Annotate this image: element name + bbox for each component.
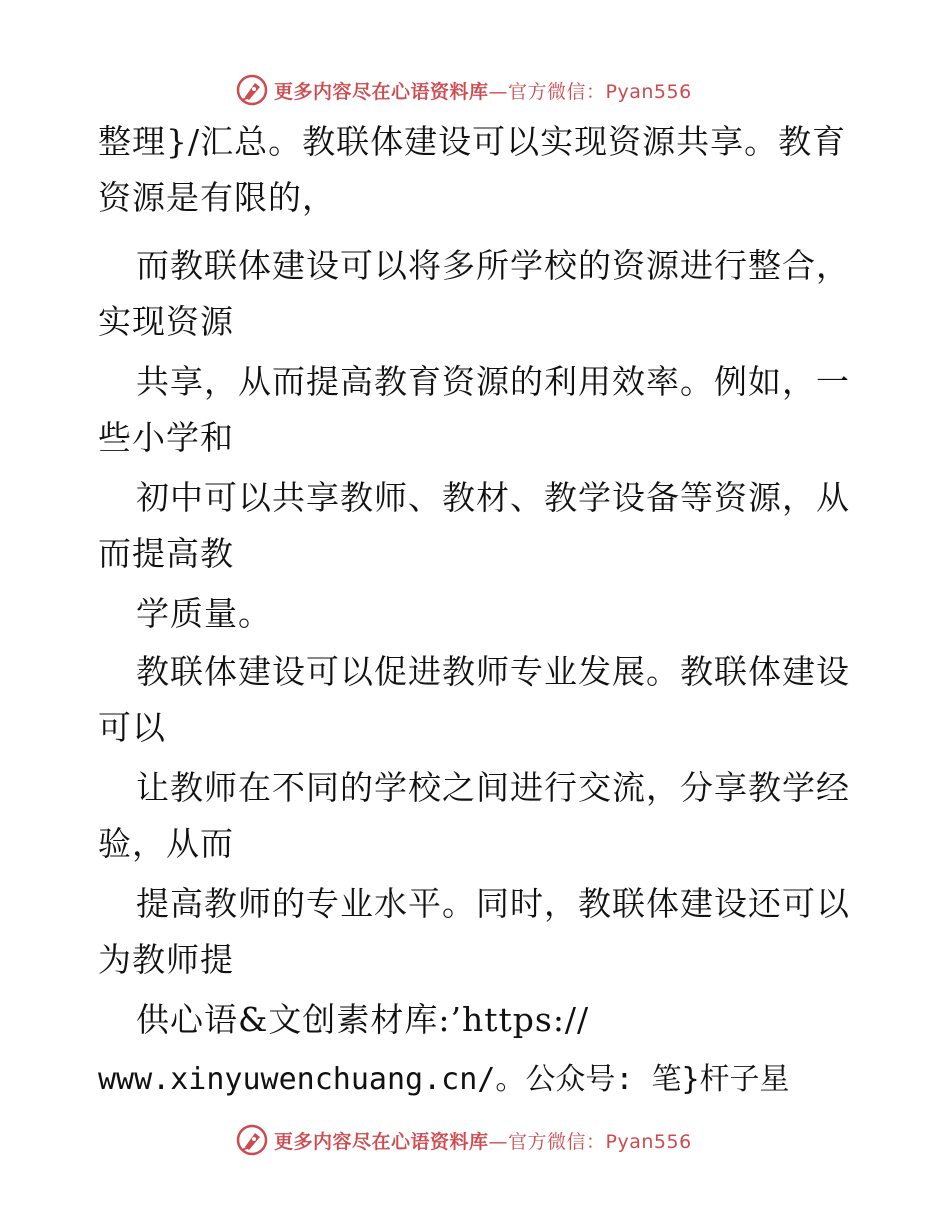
pen-nib-logo-icon	[236, 74, 268, 106]
text-line: 资源是有限的，	[98, 178, 336, 217]
text-line: 教联体建设可以促进教师专业发展。教联体建设	[136, 652, 850, 691]
text-line: 而教联体建设可以将多所学校的资源进行整合，	[136, 246, 850, 285]
watermark-brand: 更多内容尽在心语资料库	[274, 80, 489, 103]
text-line: 初中可以共享教师、教材、教学设备等资源，从	[136, 478, 850, 517]
text-line: 些小学和	[98, 418, 234, 457]
text-line: 提高教师的专业水平。同时，教联体建设还可以	[136, 884, 850, 923]
pen-nib-logo-icon	[236, 1124, 268, 1156]
watermark-dash: —	[488, 80, 509, 103]
footer-watermark	[236, 1123, 692, 1157]
text-line: 而提高教	[98, 534, 234, 573]
text-line: 让教师在不同的学校之间进行交流，分享教学经	[136, 768, 850, 807]
text-line: 学质量。	[136, 594, 272, 633]
watermark-contact: 官方微信：Pyan556	[508, 1130, 692, 1153]
text-line: 验，从而	[98, 824, 234, 863]
header-watermark	[236, 73, 692, 107]
text-line: 共享，从而提高教育资源的利用效率。例如，一	[136, 362, 850, 401]
text-line: 供心语&文创素材库:’https://	[136, 1000, 590, 1039]
text-line: 可以	[98, 708, 166, 747]
text-line: www.xinyuwenchuang.cn/。公众号: 笔}杆子星	[98, 1062, 790, 1097]
text-line: 为教师提	[98, 940, 234, 979]
text-line: 实现资源	[98, 302, 234, 341]
text-line: 整理}/汇总。教联体建设可以实现资源共享。教育	[98, 122, 847, 161]
watermark-dash: —	[488, 1130, 509, 1153]
watermark-text	[274, 1127, 692, 1154]
watermark-contact: 官方微信：Pyan556	[508, 80, 692, 103]
watermark-brand: 更多内容尽在心语资料库	[274, 1130, 489, 1153]
watermark-text	[274, 77, 692, 104]
